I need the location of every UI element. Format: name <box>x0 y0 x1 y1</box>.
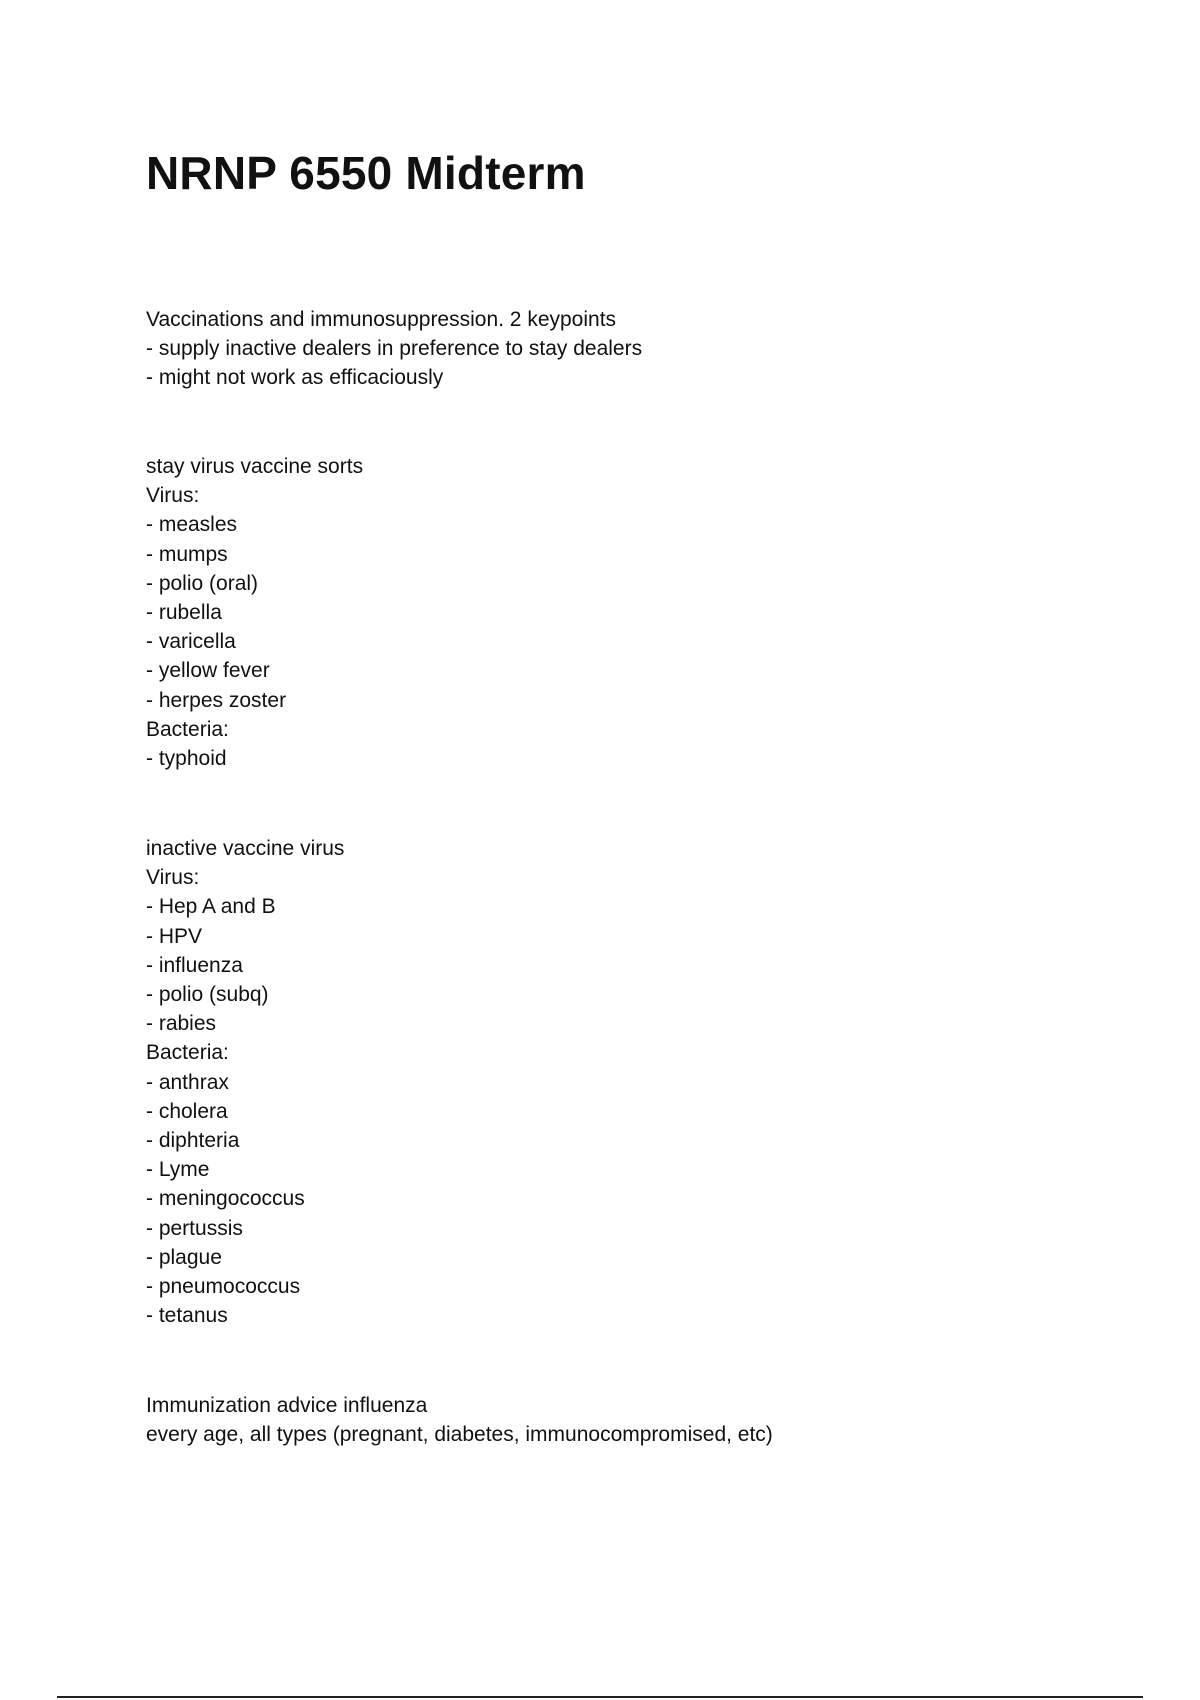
list-item: - typhoid <box>146 747 227 771</box>
section-live-vaccine-types <box>146 452 363 773</box>
list-item: - cholera <box>146 1099 228 1123</box>
section-inactive-vaccine <box>146 834 344 1330</box>
list-item: - HPV <box>146 924 203 948</box>
list-item: - polio (oral) <box>146 571 259 595</box>
list-item: - mumps <box>146 542 228 566</box>
section-heading: stay virus vaccine sorts <box>146 455 364 478</box>
list-item: - supply inactive dealers in preference to stay dealers <box>146 337 643 361</box>
section-influenza-advice <box>146 1391 773 1449</box>
page-bottom-divider <box>57 1696 1143 1698</box>
list-item: - varicella <box>146 630 236 654</box>
page-title: NRNP 6550 Midterm <box>146 147 586 199</box>
list-item: - plague <box>146 1245 222 1269</box>
list-item: - influenza <box>146 953 243 977</box>
advice-text: every age, all types (pregnant, diabetes, immunocompromised, etc) <box>146 1423 773 1447</box>
list-item: - yellow fever <box>146 659 270 683</box>
section-heading: Vaccinations and immunosuppression. 2 keypoints <box>146 308 617 331</box>
section-heading: Immunization advice influenza <box>146 1394 428 1417</box>
list-item: - pneumococcus <box>146 1275 301 1299</box>
section-vaccinations-immunosuppression <box>146 305 642 393</box>
list-item: - might not work as efficaciously <box>146 366 444 390</box>
list-item: - measles <box>146 513 238 537</box>
category-label-bacteria: Bacteria: <box>146 1041 229 1065</box>
list-item: - rubella <box>146 601 222 625</box>
category-label-bacteria: Bacteria: <box>146 717 229 741</box>
list-item: - meningococcus <box>146 1187 305 1211</box>
list-item: - Lyme <box>146 1158 210 1182</box>
list-item: - rabies <box>146 1012 217 1036</box>
list-item: - pertussis <box>146 1216 243 1240</box>
list-item: - anthrax <box>146 1070 229 1094</box>
section-heading: inactive vaccine virus <box>146 837 345 860</box>
list-item: - Hep A and B <box>146 895 276 919</box>
list-item: - herpes zoster <box>146 688 287 712</box>
category-label-virus: Virus: <box>146 484 200 508</box>
category-label-virus: Virus: <box>146 866 200 890</box>
list-item: - polio (subq) <box>146 983 269 1007</box>
list-item: - tetanus <box>146 1304 228 1328</box>
list-item: - diphteria <box>146 1129 240 1153</box>
